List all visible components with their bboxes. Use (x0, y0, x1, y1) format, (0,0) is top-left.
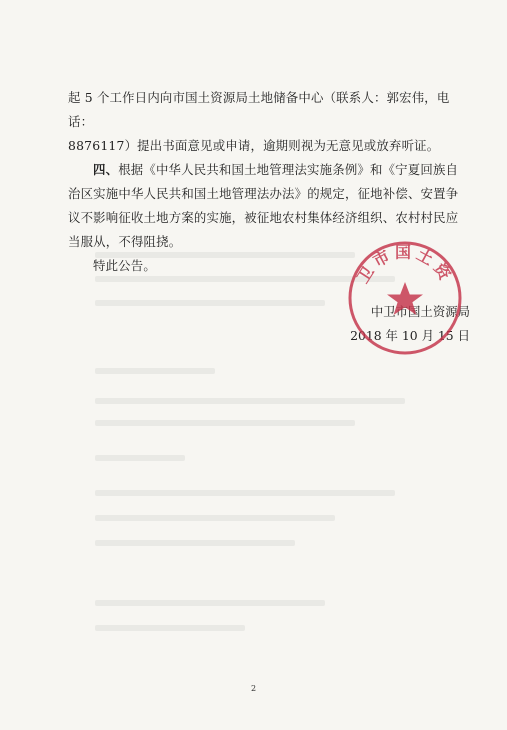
page-number: 2 (250, 684, 257, 693)
seal-ring-text: 卫市国土资 (353, 242, 457, 287)
paragraph-line: 8876117）提出书面意见或申请，逾期则视为无意见或放弃听证。 (68, 138, 440, 153)
article-number: 四、 (93, 162, 119, 177)
seal-star-icon (387, 282, 423, 315)
issue-date: 2018 年 10 月 15 日 (350, 328, 470, 343)
article-text: 根据《中华人民共和国土地管理法实施条例》和《宁夏回族自治区实施中华人民共和国土地管理法办法》的规定，征地补偿、安置争议不影响征收土地方案的实施，被征地农村集体经济组织、农村村民应当服从，不得阻挠。 (68, 162, 459, 249)
official-seal (345, 238, 465, 358)
closing-statement: 特此公告。 (93, 258, 156, 273)
paragraph-line: 起 5 个工作日内向市国土资源局土地储备中心（联系人：郭宏伟，电话： (68, 90, 450, 129)
paragraph-continued (68, 86, 466, 158)
issuing-authority: 中卫市国土资源局 (370, 304, 470, 319)
